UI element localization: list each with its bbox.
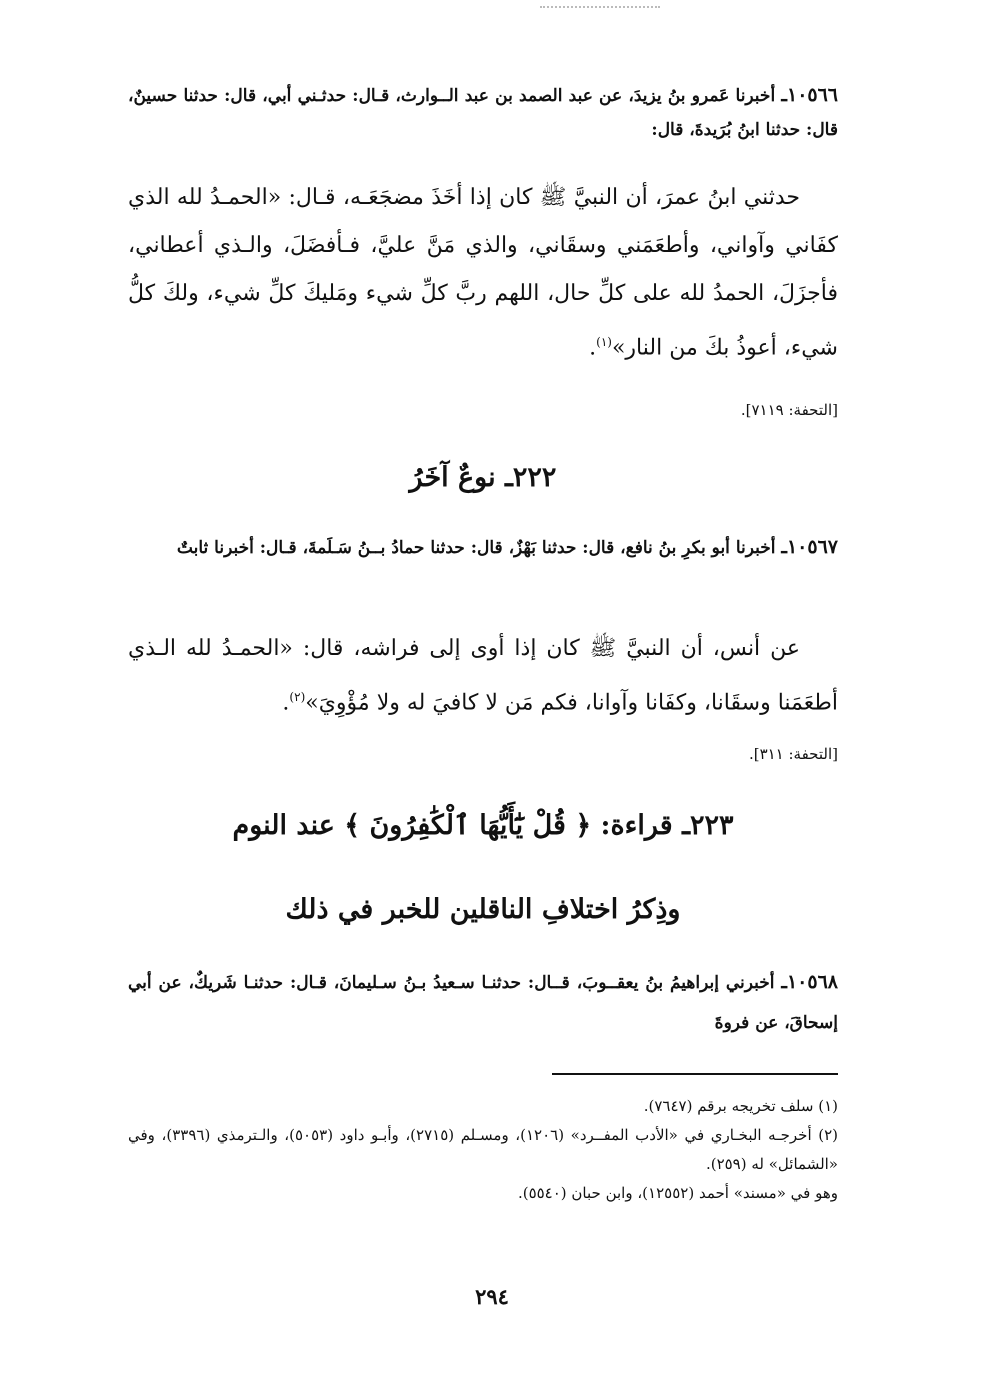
- hadith-10567-matn: [128, 625, 838, 727]
- hadith-10566-chain: [128, 78, 838, 147]
- hadith-number: ١٠٥٦٧ـ: [781, 536, 838, 558]
- top-scan-mark: [540, 6, 660, 10]
- chapter-223-subtitle: وذِكرُ اختلافِ الناقلين للخبر في ذلك: [285, 894, 681, 925]
- footnote-1: (١) سلف تخريجه برقم (٧٦٤٧).: [643, 1097, 838, 1115]
- footnotes: [128, 1092, 838, 1208]
- hadith-10566-reference: [التحفة: ٧١١٩].: [740, 401, 838, 419]
- chapter-223-title: ٢٢٣ـ قراءة: ﴿ قُلْ يَٰٓأَيُّهَا ٱلْكَٰفِرُونَ ﴾ عند النوم: [232, 810, 734, 841]
- sentence-end: .: [589, 335, 597, 361]
- hadith-10567-reference: [التحفة: ٣١١].: [748, 745, 838, 763]
- hadith-chain-text: أخبرنا أبو بكرِ بنُ نافع، قال: حدثنا بَهْزٌ، قال: حدثنا حمادُ بــنُ سَـلَمةَ، قـال: أخبرنا ثابتٌ: [176, 538, 776, 558]
- hadith-chain-text: أخبرنا عَمرو بنُ يزيدَ، عن عبد الصمد بن عبد الــوارث، قـال: حدثـني أبي، قال: حدثنا حسينٌ، قال: حدثنا ابنُ بُرَيدةَ، قال:: [128, 86, 838, 140]
- chapter-222-title: ٢٢٢ـ نوعٌ آخَرُ: [409, 462, 557, 493]
- hadith-10567-chain: [128, 530, 838, 565]
- footnote-separator: [552, 1073, 838, 1075]
- hadith-matn-text: حدثني ابنُ عمرَ، أن النبيَّ ﷺ كان إذا أخَذَ مضجَعَـه، قـال: «الحمـدُ لله الذي كفَاني وآواني، وأطعَمَني وسقَاني، والذي مَنَّ عليَّ، فـأفضَلَ، والـذي أعطاني، فأجزَلَ، الحمدُ لله على كلِّ حال، اللهم ربَّ كلِّ شيء ومَليكَ كلِّ شيء، ولكَ كلُّ شيء، أعوذُ بكَ من النار»: [128, 185, 838, 361]
- hadith-matn-text: عن أنس، أن النبيَّ ﷺ كان إذا أوى إلى فراشه، قال: «الحمـدُ لله الـذي أطعَمَنا وسقَانا، وكفَانا وآوانا، فكم مَن لا كافيَ له ولا مُؤْوِيَ»: [128, 636, 838, 716]
- hadith-10566-matn: [128, 174, 838, 372]
- footnote-2-continued: وهو في «مسند» أحمد (١٢٥٥٢)، وابن حبان (٥٥٤٠).: [517, 1184, 838, 1202]
- hadith-number: ١٠٥٦٨ـ: [781, 971, 838, 993]
- hadith-number: ١٠٥٦٦ـ: [781, 84, 839, 106]
- footnote-marker[interactable]: (٢): [289, 690, 306, 704]
- page-number: ٢٩٤: [475, 1284, 509, 1309]
- hadith-chain-text: أخبرني إبراهيمُ بنُ يعقــوبَ، قــال: حدثنـا سـعيدُ بـنُ سـليمانَ، قـال: حدثنـا شَريكٌ، عن أبي إسحاقَ، عن فروةَ: [128, 973, 838, 1033]
- footnote-2: (٢) أخرجـه البخـاري في «الأدب المفــرد» (١٢٠٦)، ومسـلم (٢٧١٥)، وأبـو داود (٥٠٥٣)، والـترمذي (٣٣٩٦)، وفي «الشمائل» له (٢٥٩).: [128, 1126, 838, 1173]
- sentence-end: .: [282, 690, 290, 716]
- footnote-marker[interactable]: (١): [596, 335, 612, 349]
- hadith-10568-chain: [128, 962, 838, 1043]
